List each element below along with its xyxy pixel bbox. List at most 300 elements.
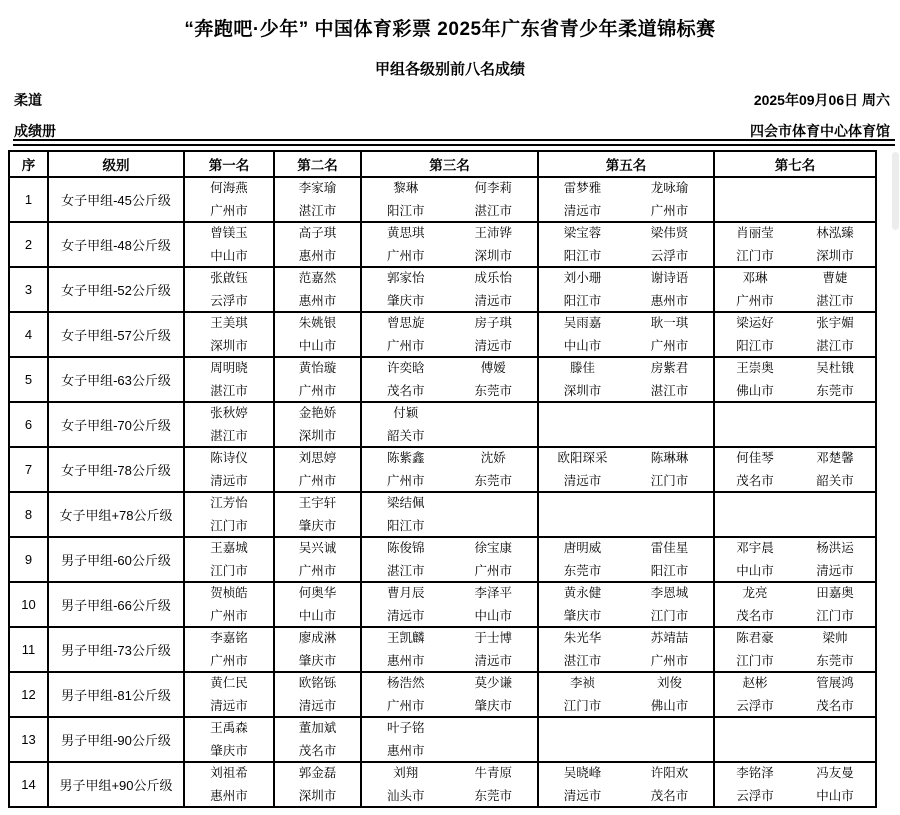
rank-seventh-cell — [714, 672, 876, 717]
row-number: 11 — [9, 627, 48, 672]
athlete-name: 欧阳琛采 — [557, 451, 608, 465]
athlete-name: 苏靖喆 — [650, 631, 689, 645]
rank-second-cell — [274, 717, 361, 762]
athlete-name: 吴晓峰 — [563, 766, 602, 780]
rank-seventh-cell — [714, 177, 876, 222]
rank-first-cell — [184, 357, 274, 402]
athlete-name: 李家瑜 — [298, 181, 337, 195]
athlete-entry — [275, 407, 360, 442]
rank-fifth-cell — [538, 357, 714, 402]
athlete-name: 李嘉铭 — [210, 631, 248, 645]
athlete-entry — [715, 632, 795, 667]
row-number: 12 — [9, 672, 48, 717]
table-row — [9, 312, 876, 357]
rank-first-cell — [184, 672, 274, 717]
athlete-name: 王宇轩 — [298, 496, 337, 510]
athlete-city: 广州市 — [650, 653, 689, 668]
row-number: 5 — [9, 357, 48, 402]
athlete-name: 莫少谦 — [474, 676, 512, 690]
athlete-entry — [185, 542, 273, 577]
athlete-city: 广州市 — [210, 653, 248, 668]
rank-fifth-cell — [538, 267, 714, 312]
athlete-city: 清远市 — [563, 203, 602, 218]
athlete-name: 欧铭铄 — [298, 676, 337, 690]
athlete-entry — [185, 272, 273, 307]
athlete-entry — [626, 767, 713, 802]
athlete-city: 深圳市 — [298, 428, 337, 443]
athlete-entry — [626, 227, 713, 262]
athlete-entry — [275, 497, 360, 532]
athlete-entry — [539, 272, 626, 307]
athlete-name: 陈君豪 — [736, 631, 774, 645]
athlete-name: 曾镁玉 — [210, 226, 248, 240]
rank-third-cell — [361, 267, 538, 312]
athlete-name: 郭家怡 — [386, 271, 425, 285]
venue-label: 四会市体育中心体育馆 — [750, 123, 890, 139]
athlete-name: 李祯 — [569, 676, 595, 690]
athlete-name: 陈诗仪 — [210, 451, 248, 465]
athlete-city: 湛江市 — [816, 293, 854, 308]
table-row — [9, 762, 876, 807]
col-header-third: 第三名 — [361, 151, 538, 177]
athlete-entry — [185, 407, 273, 442]
athlete-city: 东莞市 — [474, 383, 512, 398]
category-cell: 女子甲组-63公斤级 — [48, 357, 184, 402]
rank-second-cell — [274, 177, 361, 222]
table-header-row — [9, 151, 876, 177]
rank-second-cell — [274, 492, 361, 537]
athlete-name: 林泓臻 — [816, 226, 854, 240]
rank-seventh-cell — [714, 312, 876, 357]
athlete-city: 深圳市 — [816, 248, 854, 263]
athlete-name: 王凯麟 — [386, 631, 425, 645]
athlete-name: 成乐怡 — [474, 271, 512, 285]
athlete-entry — [185, 677, 273, 712]
rank-fifth-cell — [538, 627, 714, 672]
athlete-entry — [539, 587, 626, 622]
athlete-name: 董加斌 — [298, 721, 337, 735]
athlete-name: 王崇奥 — [736, 361, 774, 375]
athlete-city: 清远市 — [474, 653, 512, 668]
athlete-entry — [185, 227, 273, 262]
table-row — [9, 177, 876, 222]
col-header-seventh: 第七名 — [714, 151, 876, 177]
athlete-entry — [185, 632, 273, 667]
rank-first-cell — [184, 762, 274, 807]
athlete-entry — [275, 452, 360, 487]
athlete-name: 曾思旋 — [386, 316, 425, 330]
athlete-entry — [275, 182, 360, 217]
athlete-name: 杨洪运 — [816, 541, 854, 555]
rank-fifth-cell — [538, 672, 714, 717]
category-cell: 女子甲组-78公斤级 — [48, 447, 184, 492]
athlete-name: 冯友曼 — [816, 766, 854, 780]
col-header-no: 序 — [9, 151, 48, 177]
category-cell: 男子甲组-60公斤级 — [48, 537, 184, 582]
athlete-name: 梁运好 — [736, 316, 774, 330]
athlete-entry — [539, 542, 626, 577]
athlete-city: 深圳市 — [563, 383, 602, 398]
athlete-name: 朱姚银 — [298, 316, 337, 330]
rank-first-cell — [184, 537, 274, 582]
athlete-city: 中山市 — [210, 248, 248, 263]
athlete-city: 茂名市 — [386, 383, 425, 398]
athlete-name: 梁伟贤 — [650, 226, 689, 240]
athlete-entry — [795, 452, 875, 487]
rank-third-cell — [361, 447, 538, 492]
col-header-category: 级别 — [48, 151, 184, 177]
athlete-name: 杨浩然 — [386, 676, 425, 690]
athlete-city: 佛山市 — [736, 383, 774, 398]
athlete-name: 高子琪 — [298, 226, 337, 240]
athlete-name: 赵彬 — [742, 676, 768, 690]
athlete-city: 茂名市 — [298, 743, 337, 758]
athlete-city: 东莞市 — [816, 653, 854, 668]
athlete-city: 江门市 — [650, 473, 689, 488]
athlete-entry — [362, 317, 450, 352]
athlete-entry — [362, 722, 450, 757]
col-header-second: 第二名 — [274, 151, 361, 177]
athlete-entry — [795, 767, 875, 802]
athlete-name: 张秋婷 — [210, 406, 248, 420]
athlete-city: 湛江市 — [563, 653, 602, 668]
athlete-name: 房子琪 — [474, 316, 512, 330]
athlete-name: 陈琳琳 — [650, 451, 689, 465]
athlete-entry — [539, 767, 626, 802]
athlete-city: 中山市 — [298, 338, 337, 353]
athlete-city: 深圳市 — [210, 338, 248, 353]
table-row — [9, 267, 876, 312]
athlete-city: 江门市 — [210, 518, 248, 533]
athlete-name: 沈娇 — [480, 451, 506, 465]
athlete-city: 阳江市 — [650, 563, 689, 578]
athlete-name: 房紫君 — [650, 361, 689, 375]
athlete-name: 傅嫒 — [480, 361, 506, 375]
category-cell: 男子甲组-90公斤级 — [48, 717, 184, 762]
athlete-city: 惠州市 — [298, 248, 337, 263]
athlete-entry — [715, 767, 795, 802]
athlete-entry — [715, 272, 795, 307]
athlete-city: 江门市 — [563, 698, 602, 713]
athlete-entry — [795, 542, 875, 577]
athlete-entry — [362, 767, 450, 802]
athlete-entry — [275, 632, 360, 667]
athlete-city: 清远市 — [816, 563, 854, 578]
athlete-entry — [362, 362, 450, 397]
row-number: 9 — [9, 537, 48, 582]
athlete-name: 张啟钰 — [210, 271, 248, 285]
athlete-city: 清远市 — [210, 698, 248, 713]
rank-third-cell — [361, 312, 538, 357]
athlete-name: 陈俊锦 — [386, 541, 425, 555]
table-row — [9, 537, 876, 582]
athlete-entry — [362, 407, 450, 442]
athlete-city: 广州市 — [386, 338, 425, 353]
athlete-name: 牛青原 — [474, 766, 512, 780]
athlete-entry — [275, 677, 360, 712]
athlete-city: 广州市 — [210, 608, 248, 623]
athlete-entry — [275, 272, 360, 307]
athlete-city: 东莞市 — [474, 788, 512, 803]
row-number: 6 — [9, 402, 48, 447]
athlete-name: 刘祖希 — [210, 766, 248, 780]
athlete-city: 阳江市 — [386, 518, 425, 533]
athlete-city: 茂名市 — [816, 698, 854, 713]
table-row — [9, 447, 876, 492]
athlete-entry — [450, 587, 538, 622]
rank-seventh-cell — [714, 717, 876, 762]
athlete-city: 惠州市 — [298, 293, 337, 308]
athlete-name: 吴兴诚 — [298, 541, 337, 555]
athlete-city: 东莞市 — [816, 383, 854, 398]
athlete-name: 梁结佩 — [386, 496, 425, 510]
category-cell: 女子甲组-57公斤级 — [48, 312, 184, 357]
rank-seventh-cell — [714, 357, 876, 402]
athlete-city: 茂名市 — [650, 788, 689, 803]
row-number: 4 — [9, 312, 48, 357]
row-number: 3 — [9, 267, 48, 312]
athlete-city: 茂名市 — [736, 608, 774, 623]
athlete-city: 茂名市 — [736, 473, 774, 488]
athlete-entry — [362, 542, 450, 577]
athlete-city: 佛山市 — [650, 698, 689, 713]
athlete-entry — [539, 362, 626, 397]
athlete-name: 滕佳 — [569, 361, 595, 375]
athlete-city: 江门市 — [736, 653, 774, 668]
athlete-city: 清远市 — [474, 338, 512, 353]
rank-second-cell — [274, 222, 361, 267]
category-cell: 女子甲组-70公斤级 — [48, 402, 184, 447]
meta-line-2 — [14, 121, 890, 141]
row-number: 10 — [9, 582, 48, 627]
table-row — [9, 672, 876, 717]
athlete-city: 江门市 — [650, 608, 689, 623]
athlete-entry — [450, 767, 538, 802]
athlete-name: 江芳怡 — [210, 496, 248, 510]
athlete-name: 田嘉奥 — [816, 586, 854, 600]
athlete-name: 范嘉然 — [298, 271, 337, 285]
rank-third-cell — [361, 762, 538, 807]
athlete-city: 东莞市 — [474, 473, 512, 488]
athlete-city: 清远市 — [298, 698, 337, 713]
athlete-city: 惠州市 — [650, 293, 689, 308]
athlete-city: 肇庆市 — [298, 518, 337, 533]
results-table — [8, 150, 877, 808]
athlete-entry — [626, 632, 713, 667]
rank-third-cell — [361, 222, 538, 267]
category-cell: 男子甲组-81公斤级 — [48, 672, 184, 717]
athlete-entry — [626, 317, 713, 352]
category-cell: 男子甲组-66公斤级 — [48, 582, 184, 627]
athlete-city: 阳江市 — [563, 293, 602, 308]
rank-fifth-cell — [538, 717, 714, 762]
athlete-city: 广州市 — [298, 383, 337, 398]
rank-first-cell — [184, 492, 274, 537]
athlete-city: 清远市 — [474, 293, 512, 308]
athlete-entry — [362, 497, 450, 532]
athlete-city: 阳江市 — [736, 338, 774, 353]
table-row — [9, 582, 876, 627]
athlete-entry — [362, 677, 450, 712]
athlete-entry — [450, 542, 538, 577]
athlete-name: 张宇媚 — [816, 316, 854, 330]
row-number: 7 — [9, 447, 48, 492]
rank-third-cell — [361, 627, 538, 672]
athlete-entry — [362, 632, 450, 667]
scrollbar-thumb[interactable] — [892, 152, 899, 230]
athlete-entry — [362, 452, 450, 487]
athlete-city: 云浮市 — [736, 698, 774, 713]
athlete-entry — [362, 587, 450, 622]
athlete-entry — [626, 587, 713, 622]
athlete-entry — [362, 272, 450, 307]
athlete-entry — [185, 362, 273, 397]
athlete-entry — [185, 767, 273, 802]
rank-seventh-cell — [714, 582, 876, 627]
rank-second-cell — [274, 447, 361, 492]
page-subtitle: 甲组各级别前八名成绩 — [374, 61, 525, 78]
athlete-city: 清远市 — [386, 608, 425, 623]
rank-first-cell — [184, 627, 274, 672]
athlete-name: 曹月辰 — [386, 586, 425, 600]
athlete-city: 江门市 — [210, 563, 248, 578]
athlete-city: 肇庆市 — [298, 653, 337, 668]
athlete-city: 肇庆市 — [474, 698, 512, 713]
category-cell: 女子甲组-52公斤级 — [48, 267, 184, 312]
rank-seventh-cell — [714, 222, 876, 267]
athlete-name: 贺桢皓 — [210, 586, 248, 600]
athlete-entry — [539, 452, 626, 487]
doc-type-label: 成绩册 — [14, 123, 56, 139]
athlete-city: 广州市 — [650, 338, 689, 353]
athlete-city: 湛江市 — [650, 383, 689, 398]
col-header-fifth: 第五名 — [538, 151, 714, 177]
athlete-entry — [715, 542, 795, 577]
rank-seventh-cell — [714, 402, 876, 447]
athlete-city: 云浮市 — [650, 248, 689, 263]
rank-seventh-cell — [714, 267, 876, 312]
category-cell: 女子甲组+78公斤级 — [48, 492, 184, 537]
rank-seventh-cell — [714, 627, 876, 672]
athlete-name: 何佳琴 — [736, 451, 774, 465]
athlete-entry — [539, 227, 626, 262]
athlete-city: 肇庆市 — [563, 608, 602, 623]
rank-fifth-cell — [538, 402, 714, 447]
athlete-city: 阳江市 — [386, 203, 425, 218]
athlete-name: 何李莉 — [474, 181, 512, 195]
rank-second-cell — [274, 762, 361, 807]
rank-seventh-cell — [714, 537, 876, 582]
athlete-entry — [275, 317, 360, 352]
athlete-city: 清远市 — [563, 788, 602, 803]
athlete-entry — [275, 542, 360, 577]
athlete-name: 朱光华 — [563, 631, 602, 645]
table-row — [9, 222, 876, 267]
athlete-name: 梁帅 — [822, 631, 848, 645]
athlete-entry — [450, 677, 538, 712]
athlete-city: 广州市 — [650, 203, 689, 218]
rank-fifth-cell — [538, 492, 714, 537]
athlete-city: 韶关市 — [386, 428, 425, 443]
rank-fifth-cell — [538, 177, 714, 222]
rank-third-cell — [361, 402, 538, 447]
athlete-city: 阳江市 — [563, 248, 602, 263]
athlete-entry — [626, 677, 713, 712]
athlete-city: 广州市 — [210, 203, 248, 218]
athlete-entry — [275, 227, 360, 262]
athlete-name: 郭金磊 — [298, 766, 337, 780]
athlete-name: 王禹森 — [210, 721, 248, 735]
athlete-name: 谢诗语 — [650, 271, 689, 285]
rank-fifth-cell — [538, 312, 714, 357]
table-row — [9, 402, 876, 447]
athlete-city: 广州市 — [386, 473, 425, 488]
rank-fifth-cell — [538, 762, 714, 807]
athlete-city: 湛江市 — [210, 428, 248, 443]
athlete-entry — [450, 317, 538, 352]
athlete-city: 肇庆市 — [386, 293, 425, 308]
rank-seventh-cell — [714, 762, 876, 807]
athlete-city: 东莞市 — [563, 563, 602, 578]
athlete-name: 于士博 — [474, 631, 512, 645]
athlete-city: 广州市 — [386, 248, 425, 263]
athlete-entry — [539, 677, 626, 712]
scrollbar[interactable] — [891, 150, 900, 810]
rank-seventh-cell — [714, 492, 876, 537]
athlete-entry — [626, 362, 713, 397]
header-divider — [13, 139, 895, 146]
rank-third-cell — [361, 672, 538, 717]
athlete-city: 江门市 — [816, 608, 854, 623]
rank-second-cell — [274, 582, 361, 627]
athlete-city: 湛江市 — [298, 203, 337, 218]
athlete-entry — [185, 317, 273, 352]
athlete-entry — [362, 182, 450, 217]
athlete-name: 雷佳星 — [650, 541, 689, 555]
rank-second-cell — [274, 537, 361, 582]
athlete-city: 中山市 — [563, 338, 602, 353]
athlete-name: 王嘉城 — [210, 541, 248, 555]
athlete-name: 唐明威 — [563, 541, 602, 555]
rank-third-cell — [361, 717, 538, 762]
athlete-city: 中山市 — [736, 563, 774, 578]
athlete-name: 金艳娇 — [298, 406, 337, 420]
results-table-body — [9, 177, 876, 807]
athlete-name: 吴雨嘉 — [563, 316, 602, 330]
athlete-entry — [450, 632, 538, 667]
athlete-city: 中山市 — [816, 788, 854, 803]
athlete-city: 中山市 — [474, 608, 512, 623]
category-cell: 女子甲组-48公斤级 — [48, 222, 184, 267]
rank-fifth-cell — [538, 447, 714, 492]
athlete-name: 黄怡璇 — [298, 361, 337, 375]
athlete-name: 周明晓 — [210, 361, 248, 375]
row-number: 14 — [9, 762, 48, 807]
athlete-name: 黄永健 — [563, 586, 602, 600]
athlete-name: 何海燕 — [210, 181, 248, 195]
athlete-name: 管展鸿 — [816, 676, 854, 690]
athlete-entry — [795, 227, 875, 262]
rank-third-cell — [361, 537, 538, 582]
athlete-entry — [715, 227, 795, 262]
athlete-entry — [626, 182, 713, 217]
athlete-city: 肇庆市 — [210, 743, 248, 758]
athlete-city: 清远市 — [210, 473, 248, 488]
category-cell: 女子甲组-45公斤级 — [48, 177, 184, 222]
athlete-city: 湛江市 — [816, 338, 854, 353]
page-title: “奔跑吧·少年” 中国体育彩票 2025年广东省青少年柔道锦标赛 — [184, 19, 716, 40]
athlete-entry — [795, 362, 875, 397]
